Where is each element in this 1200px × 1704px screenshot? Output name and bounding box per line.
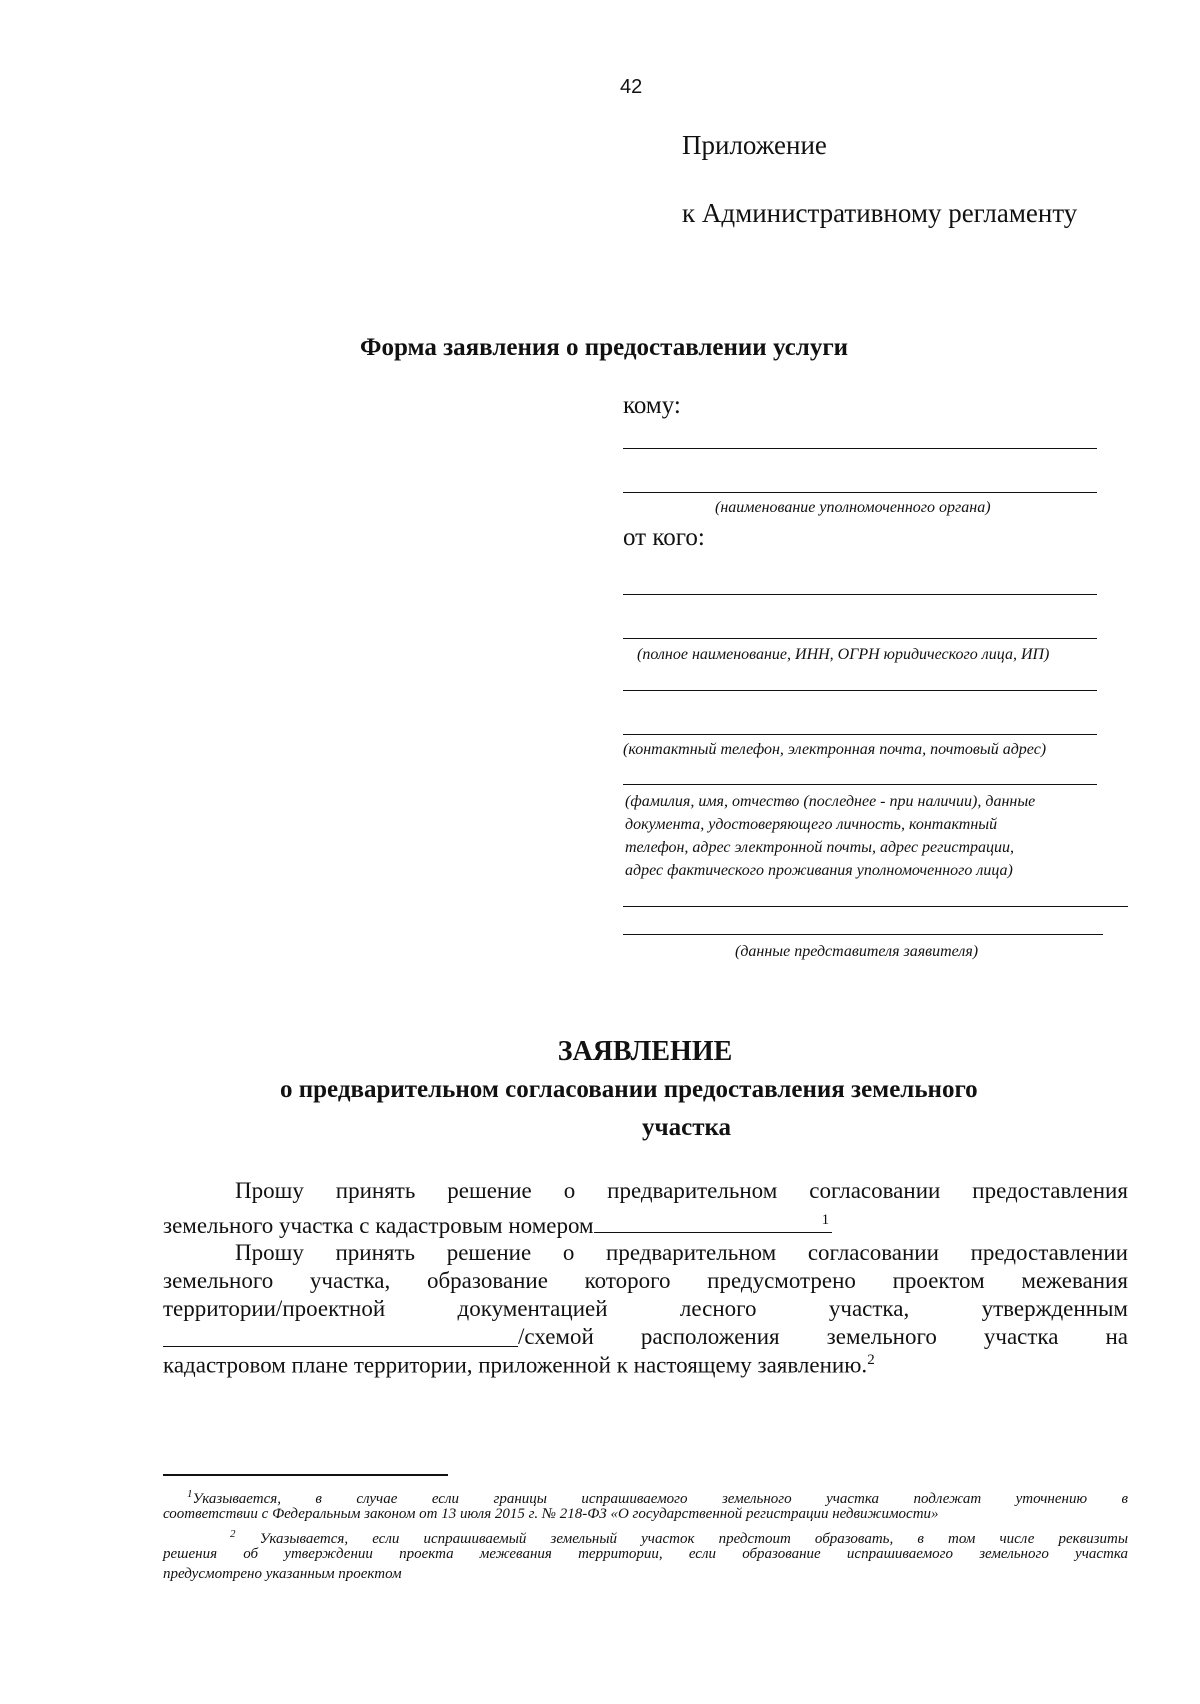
p2-line-4	[518, 1324, 1128, 1350]
word: лесного	[679, 1296, 757, 1321]
footnote-2-line-2: решения об утверждении проекта межевания территории, если образование испрашиваемого земельного участка	[163, 1546, 1128, 1562]
footnote-2-line-3: предусмотрено указанным проектом	[163, 1566, 402, 1582]
statement-subtitle-line-2: участка	[642, 1114, 732, 1141]
word: Прошу	[235, 1178, 304, 1203]
word: участка	[983, 1324, 1059, 1349]
statement-title: ЗАЯВЛЕНИЕ	[557, 1036, 733, 1067]
caption-person-line-4: адрес фактического проживания уполномоченного лица)	[625, 862, 1013, 879]
word: участка,	[309, 1268, 391, 1293]
p2-line-3	[163, 1296, 1128, 1322]
from-label: от кого:	[623, 524, 705, 551]
from-line-2[interactable]	[623, 638, 1097, 639]
word: Прошу	[235, 1240, 304, 1265]
caption-person-line-2: документа, удостоверяющего личность, контактный	[625, 816, 998, 833]
word: принять	[335, 1240, 416, 1265]
word: земельного	[163, 1268, 274, 1293]
from-line-5[interactable]	[623, 784, 1097, 785]
word: решение	[447, 1178, 532, 1203]
word: земельного	[826, 1324, 937, 1349]
caption-person-line-1: (фамилия, имя, отчество (последнее - при наличии), данные	[625, 793, 1036, 810]
page-number: 42	[620, 76, 643, 98]
word: расположения	[640, 1324, 780, 1349]
footnote-2-marker: 2	[230, 1528, 236, 1540]
word: согласовании	[807, 1240, 939, 1265]
word: решение	[446, 1240, 532, 1265]
word: предварительном	[607, 1178, 778, 1203]
word: утвержденным	[981, 1296, 1128, 1321]
footnote-1-marker: 1	[187, 1488, 193, 1500]
word: согласовании	[809, 1178, 941, 1203]
p2-line-2	[163, 1268, 1128, 1294]
representative-line-2[interactable]	[623, 934, 1103, 935]
p1-line-1	[235, 1178, 1128, 1204]
word: образование	[426, 1268, 548, 1293]
word: проектом	[892, 1268, 985, 1293]
statement-subtitle-line-1: о предварительном согласовании предоставления земельного	[280, 1076, 978, 1103]
form-title: Форма заявления о предоставлении услуги	[360, 334, 849, 361]
p1-line-2	[163, 1212, 829, 1239]
p1-line-2-text: земельного участка с кадастровым номером	[163, 1213, 594, 1238]
word: участка,	[828, 1296, 910, 1321]
cadastral-number-field[interactable]	[594, 1212, 832, 1233]
to-line-2[interactable]	[623, 492, 1097, 493]
word: территории/проектной	[163, 1296, 386, 1321]
appendix-title: Приложение	[682, 130, 827, 160]
word: предусмотрено	[707, 1268, 856, 1293]
word: предоставлении	[970, 1240, 1128, 1265]
caption-contacts: (контактный телефон, электронная почта, почтовый адрес)	[623, 741, 1047, 758]
caption-legal-entity: (полное наименование, ИНН, ОГРН юридического лица, ИП)	[637, 646, 1050, 663]
caption-person-line-3: телефон, адрес электронной почты, адрес регистрации,	[625, 839, 1015, 856]
from-line-3[interactable]	[623, 690, 1097, 691]
footnote-1-line-2: соответствии с Федеральным законом от 13 июля 2015 г. № 218-ФЗ «О государственной регистрации недвижимости»	[163, 1506, 939, 1522]
p2-line-5-text: кадастровом плане территории, приложенной к настоящему заявлению.	[163, 1352, 868, 1378]
caption-representative: (данные представителя заявителя)	[735, 943, 979, 960]
p2-line-1	[235, 1240, 1128, 1266]
footnote-ref-2: 2	[867, 1352, 875, 1368]
word: /схемой	[518, 1324, 594, 1349]
word: которого	[584, 1268, 671, 1293]
appendix-subtitle: к Административному регламенту	[682, 198, 1078, 228]
word: о	[563, 1178, 576, 1203]
word: предварительном	[606, 1240, 777, 1265]
word: межевания	[1021, 1268, 1128, 1293]
footnote-separator	[163, 1474, 448, 1476]
footnote-ref-1: 1	[821, 1212, 830, 1229]
from-line-1[interactable]	[623, 594, 1097, 595]
word: на	[1105, 1324, 1128, 1349]
footnote-2-text: Указывается, если испрашиваемый земельный участок предстоит образовать, в том числе реквизиты	[259, 1531, 1129, 1547]
word: о	[562, 1240, 575, 1265]
to-label: кому:	[623, 392, 681, 419]
word: документацией	[457, 1296, 608, 1321]
word: предоставления	[972, 1178, 1128, 1203]
approved-by-field[interactable]	[163, 1326, 518, 1347]
to-caption: (наименование уполномоченного органа)	[715, 499, 991, 516]
word: принять	[335, 1178, 416, 1203]
footnote-1-text: Указывается, в случае если границы испрашиваемого земельного участка подлежат уточнению в	[192, 1491, 1128, 1507]
from-line-4[interactable]	[623, 734, 1097, 735]
representative-line-1[interactable]	[623, 906, 1128, 907]
p2-line-5	[163, 1352, 875, 1379]
to-line-1[interactable]	[623, 448, 1097, 449]
